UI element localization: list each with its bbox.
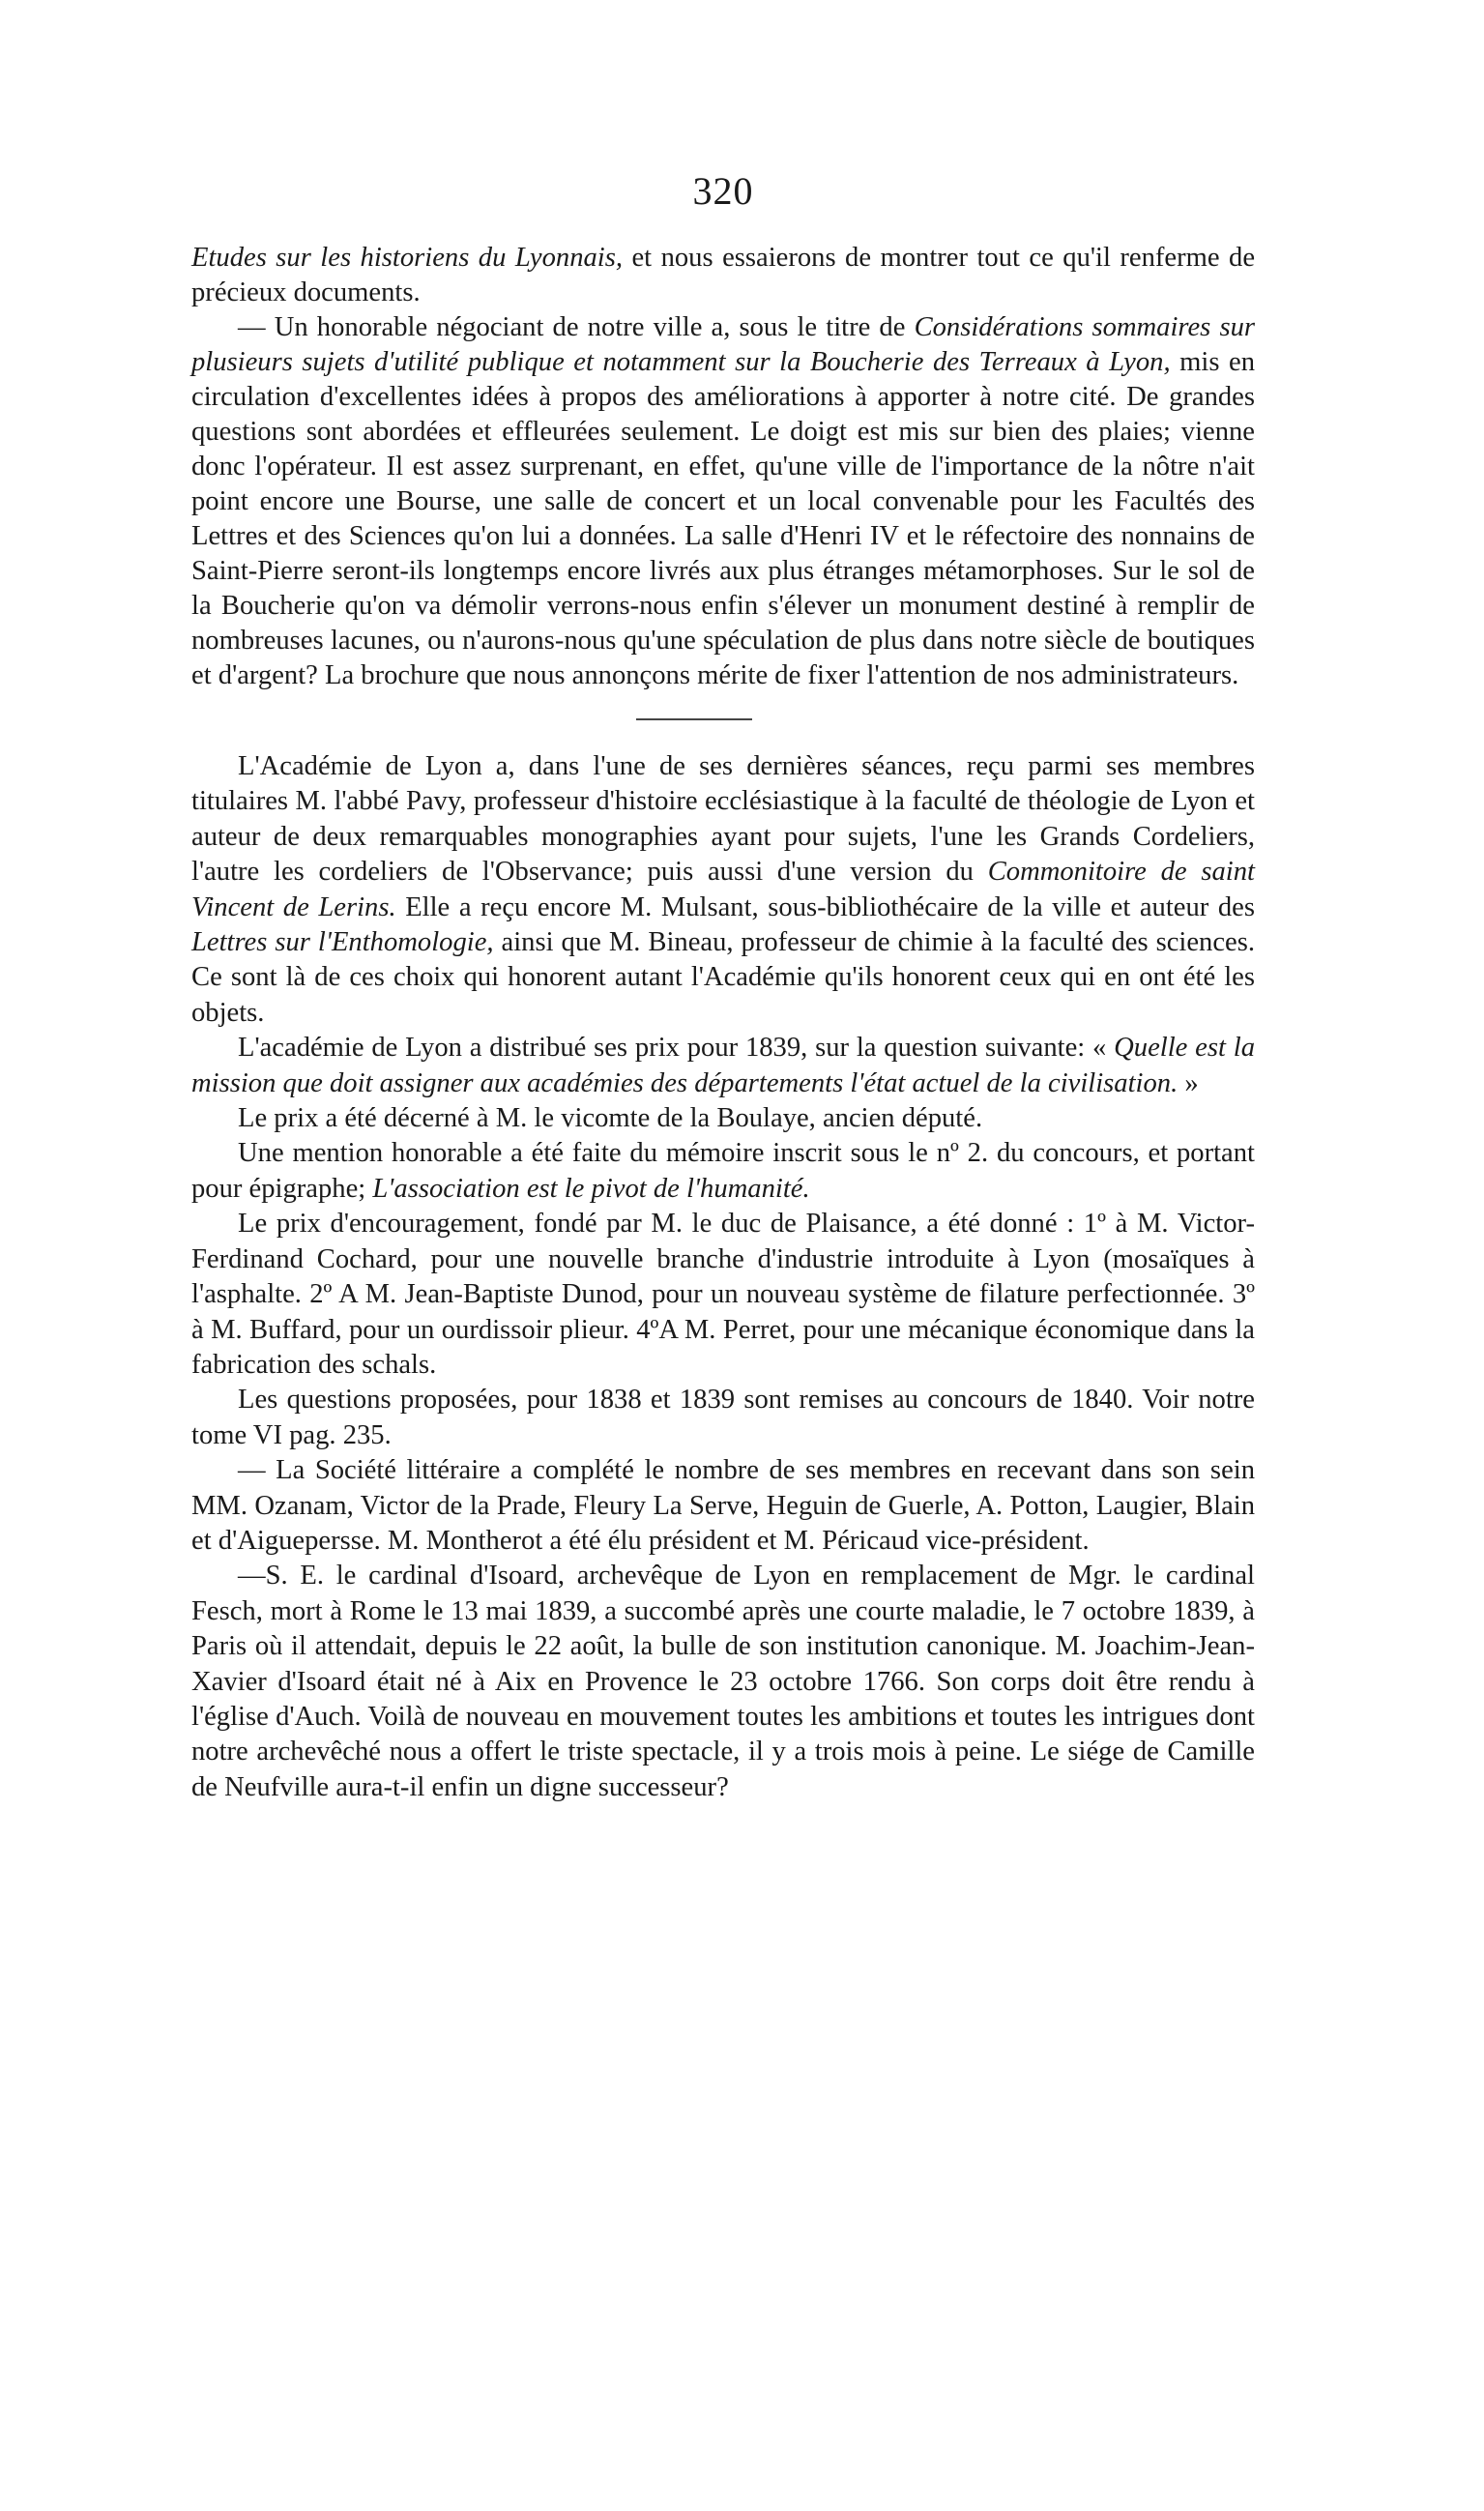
paragraph: [191, 1031, 1255, 1101]
paragraph: — La Société littéraire a complété le nombre de ses membres en recevant dans son sein MM. Ozanam, Victor de la Prade, Fleury La Serve, Heguin de Guerle, A. Potton, Laugier, Blain et d'Aiguepersse. M. Montherot a été élu président et M. Péricaud vice-président.: [191, 1455, 1255, 1556]
paragraph: Les questions proposées, pour 1838 et 1839 sont remises au concours de 1840. Voir notre tome VI pag. 235.: [191, 1385, 1255, 1450]
paragraph: [191, 749, 1255, 1031]
paragraph: [191, 310, 1255, 693]
text: L'académie de Lyon a distribué ses prix pour 1839, sur la question suivante: «: [238, 1033, 1115, 1064]
text: »: [1178, 1067, 1199, 1098]
text: Une mention honorable a été faite du mémoire inscrit sous le nº 2. du concours, et portant pour épigraphe;: [191, 1138, 1255, 1204]
text: mis en circulation d'excellentes idées à propos des améliorations à apporter à notre cité. De grandes questions sont abordées et effleurées seulement. Le doigt est mis sur bien des plaies; vienne donc l'opérateur. Il est assez surprenant, en effet, qu'une ville de l'importance de la nôtre n'ait point encore une Bourse, une salle de concert et un local convenable pour les Facultés des Lettres et des Sciences qu'on lui a données. La salle d'Henri IV et le réfectoire des nonnains de Saint-Pierre seront-ils longtemps encore livrés aux plus étranges métamorphoses. Sur le sol de la Boucherie qu'on va démolir verrons-nous enfin s'élever un monument destiné à remplir de nombreuses lacunes, ou n'aurons-nous qu'une spéculation de plus dans notre siècle de boutiques et d'argent? La brochure que nous annonçons mérite de fixer l'attention de nos administrateurs.: [191, 347, 1255, 690]
text: L'Académie de Lyon a, dans l'une de ses dernières séances, reçu parmi ses membres titulaires M. l'abbé Pavy, professeur d'histoire ecclésiastique à la faculté de théologie de Lyon et auteur de deux remarquables monographies ayant pour sujets, l'une les Grands Cordeliers, l'autre les cordeliers de l'Observance; puis aussi d'une version du: [191, 751, 1255, 888]
paragraph: [191, 1136, 1255, 1207]
divider-rule: [636, 718, 752, 720]
quoted-question: Quelle est la mission que doit assigner aux académies des départements l'état actuel de la civilisation.: [191, 1033, 1255, 1098]
paragraph: —S. E. le cardinal d'Isoard, archevêque de Lyon en remplacement de Mgr. le cardinal Fesch, mort à Rome le 13 mai 1839, a succombé après une courte maladie, le 7 octobre 1839, à Paris où il attendait, depuis le 22 août, la bulle de son institution canonique. M. Joachim-Jean-Xavier d'Isoard était né à Aix en Provence le 23 octobre 1766. Son corps doit être rendu à l'église d'Auch. Voilà de nouveau en mouvement toutes les ambitions et toutes les intrigues dont notre archevêché nous a offert le triste spectacle, il y a trois mois à peine. Le siége de Camille de Neufville aura-t-il enfin un digne successeur?: [191, 1561, 1255, 1802]
section-news: [191, 749, 1255, 1805]
document-page: [191, 155, 1255, 2456]
page-number: 320: [692, 169, 754, 213]
paragraph: Le prix a été décerné à M. le vicomte de la Boulaye, ancien député.: [238, 1103, 983, 1134]
paragraph: [191, 241, 1255, 310]
section-reviews: [191, 241, 1255, 693]
text: — Un honorable négociant de notre ville a, sous le titre de: [238, 312, 915, 342]
text: et nous essaierons de montrer tout ce qu'il renferme de précieux documents.: [191, 243, 1256, 307]
book-title: Lettres sur l'Enthomologie,: [191, 927, 494, 958]
text: ainsi que M. Bineau, professeur de chimie à la faculté des sciences. Ce sont là de ces choix qui honorent autant l'Académie qu'ils honorent ceux qui en ont été les objets.: [191, 927, 1255, 1028]
epigraph: L'association est le pivot de l'humanité.: [372, 1173, 810, 1204]
text: Elle a reçu encore M. Mulsant, sous-bibliothécaire de la ville et auteur des: [395, 891, 1255, 922]
book-title: Considérations sommaires sur plusieurs sujets d'utilité publique et notamment sur la Boucherie des Terreaux à Lyon,: [191, 312, 1255, 377]
book-title: Commonitoire de saint Vincent de Lerins.: [191, 857, 1255, 922]
book-title: Etudes sur les historiens du Lyonnais,: [191, 243, 624, 273]
section-divider: [191, 693, 1255, 749]
paragraph: Le prix d'encouragement, fondé par M. le duc de Plaisance, a été donné : 1º à M. Victor-Ferdinand Cochard, pour une nouvelle branche d'industrie introduite à Lyon (mosaïques à l'asphalte. 2º A M. Jean-Baptiste Dunod, pour un nouveau système de filature perfectionnée. 3º à M. Buffard, pour un ourdissoir plieur. 4ºA M. Perret, pour une mécanique économique dans la fabrication des schals.: [191, 1209, 1255, 1380]
